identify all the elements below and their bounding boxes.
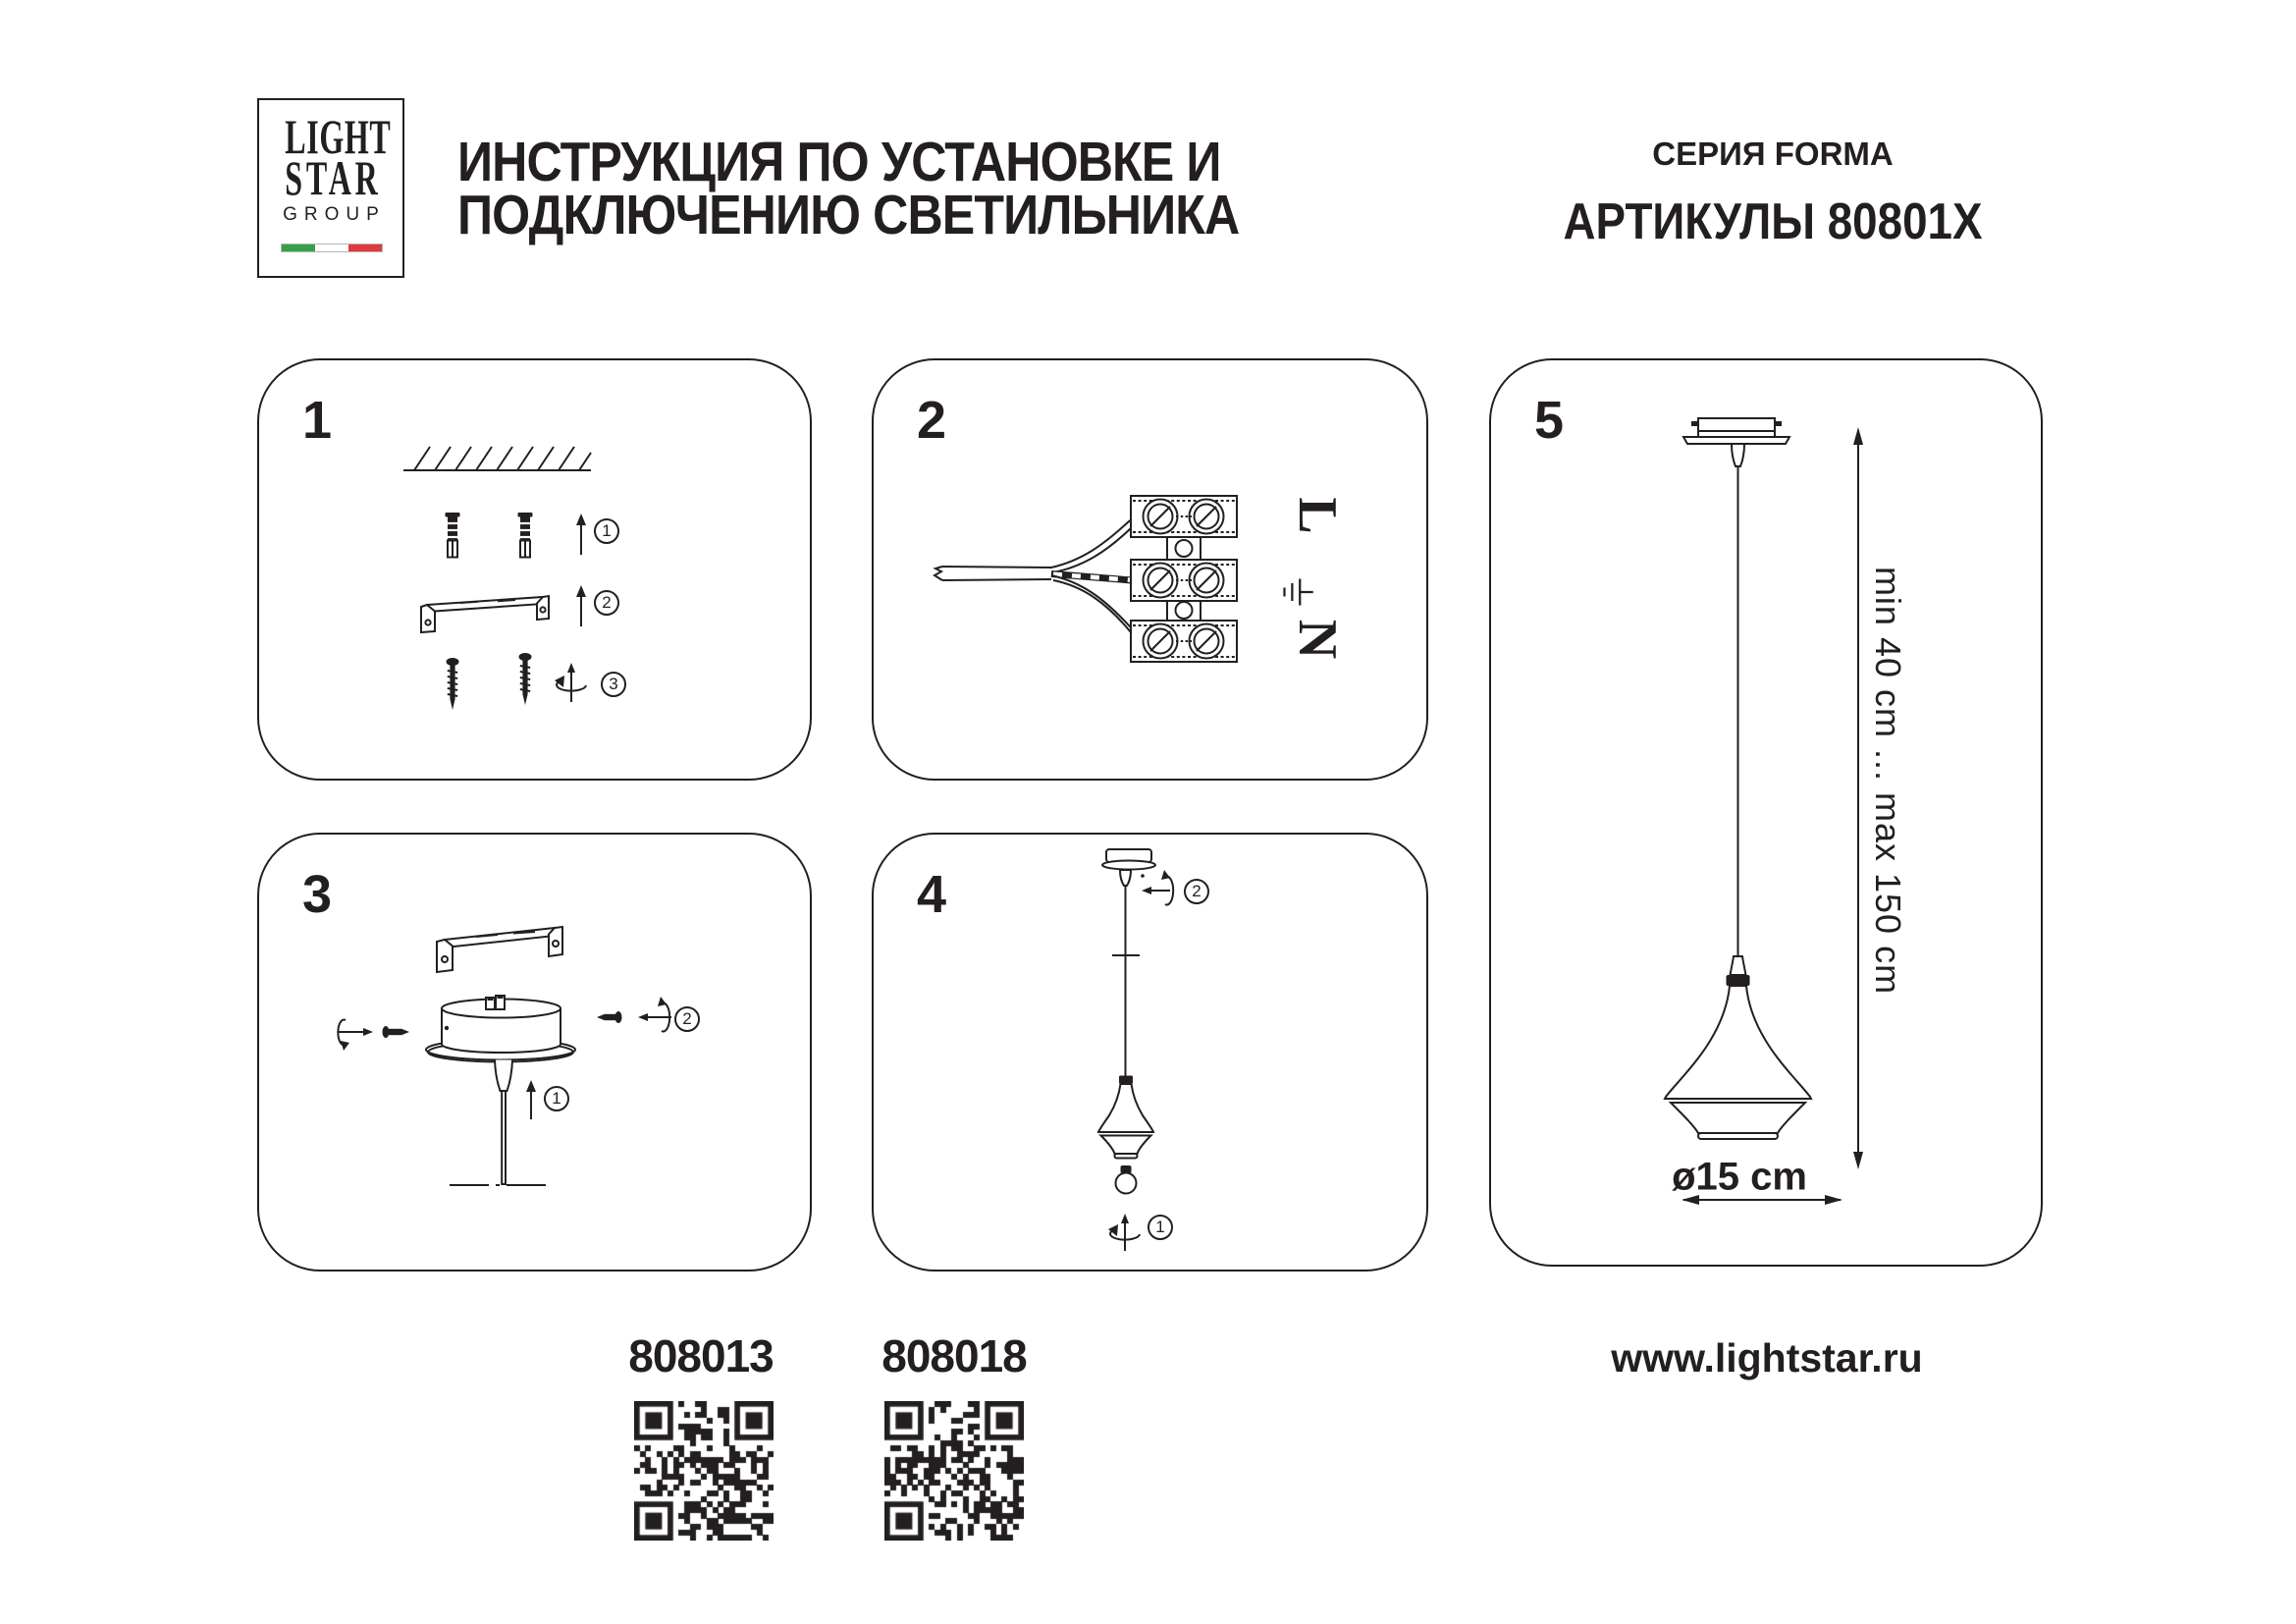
- flag-white: [315, 244, 348, 251]
- qr-code-808013: [634, 1401, 774, 1541]
- screw-icon: [447, 658, 459, 710]
- panel-3-number: 3: [302, 865, 333, 924]
- article-number-808018: 808018: [881, 1330, 1027, 1381]
- step-badge-2: 2: [1184, 879, 1209, 904]
- lamp-shade-icon: [1665, 956, 1811, 1139]
- panel-step-4: [872, 833, 1428, 1272]
- ceiling-hatch-icon: [403, 447, 591, 470]
- dowel-icon: [446, 513, 460, 558]
- ceiling-canopy-icon: [426, 996, 575, 1062]
- label-line-L: L: [1287, 497, 1348, 534]
- italian-flag-icon: [281, 244, 383, 252]
- terminal-block: [1131, 560, 1237, 601]
- panel-4-number: 4: [917, 865, 947, 924]
- diameter-label: ø15 cm: [1672, 1155, 1807, 1199]
- screw-icon: [597, 1011, 622, 1023]
- step-badge-2: 2: [674, 1006, 700, 1032]
- step-badge-1: 1: [594, 518, 619, 544]
- screw-rotation-icon: [1142, 870, 1173, 905]
- up-arrow-icon: [526, 1080, 536, 1119]
- light-bulb-icon: [1116, 1165, 1137, 1194]
- qr-code-808018: [884, 1401, 1024, 1541]
- ceiling-canopy-icon: [1102, 849, 1155, 886]
- pendant-assembly-diagram: [874, 835, 1430, 1273]
- screw-rotation-icon: [1108, 1214, 1140, 1251]
- lamp-shade-icon: [1098, 1076, 1153, 1159]
- website-url: www.lightstar.ru: [1611, 1335, 1923, 1380]
- wire-live: [1051, 517, 1137, 572]
- articles-label: АРТИКУЛЫ 80801X: [1563, 193, 1983, 250]
- height-dimension-arrow: [1853, 427, 1863, 1169]
- terminal-block: [1131, 496, 1237, 537]
- panel-1-number: 1: [302, 391, 333, 450]
- panel-step-3: [257, 833, 812, 1272]
- height-range-label: min 40 cm ... max 150 cm: [1868, 566, 1908, 996]
- screw-rotation-icon: [638, 997, 671, 1032]
- mounting-hardware-diagram: [259, 360, 814, 783]
- stem-rod: [450, 1060, 550, 1186]
- canopy-assembly-diagram: [259, 835, 814, 1273]
- cable-icon: [934, 567, 1051, 580]
- panel-step-5: [1489, 358, 2043, 1267]
- flag-red: [348, 244, 382, 251]
- panel-2-number: 2: [917, 391, 947, 450]
- terminal-block: [1131, 621, 1237, 662]
- wiring-diagram: [874, 360, 1430, 783]
- flag-green: [282, 244, 315, 251]
- up-arrow-icon: [576, 585, 586, 626]
- logo-group-text: GROUP: [283, 204, 386, 225]
- logo-wordmark: [285, 109, 392, 205]
- panel-5-number: 5: [1534, 391, 1565, 450]
- dowel-icon: [518, 513, 533, 558]
- logo-light: LIGHT: [285, 109, 392, 164]
- screw-rotation-icon: [555, 663, 586, 702]
- mounting-bracket-icon: [421, 596, 549, 632]
- step-badge-1: 1: [1148, 1215, 1173, 1240]
- panel-step-2: [872, 358, 1428, 781]
- step-badge-1: 1: [544, 1086, 569, 1111]
- suspension-cord: [1732, 444, 1744, 956]
- screw-icon: [383, 1026, 410, 1038]
- page-title: [457, 131, 1240, 246]
- panel-step-1: [257, 358, 812, 781]
- wire-neutral: [1051, 575, 1137, 638]
- suspension-cord: [1112, 886, 1140, 1076]
- logo-star: STAR: [285, 150, 382, 205]
- ceiling-canopy-icon: [1683, 418, 1789, 444]
- screw-icon: [519, 653, 532, 705]
- lamp-dimensions-diagram: [1491, 360, 2045, 1269]
- up-arrow-icon: [576, 514, 586, 555]
- mounting-bracket-icon: [437, 927, 562, 972]
- label-neutral-N: N: [1287, 619, 1348, 660]
- step-badge-2: 2: [594, 590, 619, 616]
- step-badge-3: 3: [601, 672, 626, 697]
- lightstar-logo: [257, 98, 404, 278]
- title-line-2: ПОДКЛЮЧЕНИЮ СВЕТИЛЬНИКА: [457, 184, 1240, 246]
- article-number-808013: 808013: [628, 1330, 774, 1381]
- title-line-1: ИНСТРУКЦИЯ ПО УСТАНОВКЕ И: [457, 131, 1221, 193]
- screw-rotation-icon: [338, 1020, 373, 1052]
- series-label: СЕРИЯ FORMA: [1652, 135, 1894, 172]
